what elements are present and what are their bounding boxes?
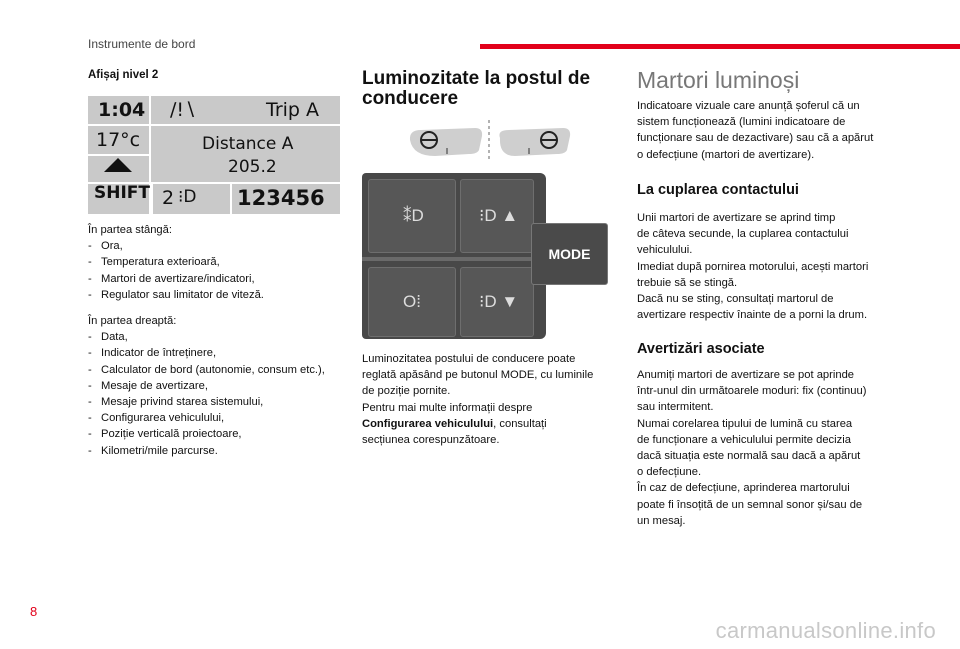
text-line: Numai corelarea tipului de lumină cu starea: [637, 417, 853, 430]
right-part-intro: În partea dreaptă:: [88, 315, 177, 327]
text-line: Imediat după pornirea motorului, acești martori: [637, 260, 869, 273]
lcd-distance-value: 205.2: [228, 157, 277, 177]
warning-icon: ∕!∖: [170, 99, 197, 121]
list-item: - Regulator sau limitator de viteză.: [88, 287, 328, 303]
headlight-down-icon: ⁝D ▼: [479, 292, 519, 311]
text-line: vehiculului.: [637, 244, 693, 257]
left-part-list: [88, 238, 328, 303]
text-line: de câteva secunde, la cuplarea contactului: [637, 228, 849, 241]
brightness-description: [362, 351, 622, 448]
text-line: Unii martori de avertizare se aprind timp: [637, 212, 836, 224]
section-title-warning-lights: Martori luminoși: [637, 67, 800, 93]
header-accent-bar: [480, 44, 960, 49]
lcd-display-illustration: [88, 96, 340, 214]
text-line: o defecțiune (martori de avertizare).: [637, 148, 815, 161]
associated-warnings-text: [637, 367, 907, 529]
subtitle-associated-warnings: Avertizări asociate: [637, 341, 765, 357]
left-part-intro: În partea stângă:: [88, 224, 172, 236]
headlamp-icon: ⁝D: [178, 187, 197, 207]
lcd-trip: Trip A: [266, 99, 320, 121]
list-item: - Mesaje de avertizare,: [88, 378, 328, 394]
text-line: Anumiți martori de avertizare se pot aprinde: [637, 369, 855, 381]
text-line: reglată apăsând pe butonul MODE, cu luminile: [362, 369, 594, 382]
text-line: un mesaj.: [637, 514, 686, 527]
list-item: - Calculator de bord (autonomie, consum etc.),: [88, 362, 328, 378]
text-line: În caz de defecțiune, aprinderea martorului: [637, 482, 850, 495]
text-line: avertizare respectiv înainte de a porni la drum.: [637, 309, 868, 322]
lcd-temperature: 17°c: [96, 129, 141, 151]
page-number: 8: [30, 604, 38, 619]
ignition-text: [637, 210, 907, 323]
lcd-gear: 2: [162, 187, 175, 209]
vehicle-config-reference: Configurarea vehiculului: [362, 417, 494, 430]
header-title: Instrumente de bord: [88, 37, 196, 51]
right-part-list: [88, 329, 328, 459]
text-line: secțiunea corespunzătoare.: [362, 434, 500, 447]
text-line: Indicatoare vizuale care anunță șoferul că un: [637, 100, 860, 112]
text-line: trebuie să se stingă.: [637, 276, 738, 289]
list-item: - Poziție verticală proiectoare,: [88, 426, 328, 442]
text-line: sau intermitent.: [637, 401, 714, 414]
text-line: o defecțiune.: [637, 466, 702, 479]
right-part-block: [88, 313, 328, 459]
rear-fog-light-button[interactable]: [368, 267, 456, 337]
rear-fog-icon: O⁞: [403, 292, 421, 311]
headlight-up-icon: ⁝D ▲: [479, 206, 519, 225]
brightness-up-button[interactable]: [460, 179, 534, 253]
steering-brightness-illustration: [405, 118, 575, 162]
text-line: Pentru mai multe informații despre: [362, 401, 533, 414]
lcd-distance-label: Distance A: [202, 134, 294, 154]
list-item: - Martori de avertizare/indicatori,: [88, 271, 328, 287]
section-title-brightness: [362, 69, 590, 109]
title-line-2: conducere: [362, 88, 459, 109]
text-line: de poziție pornite.: [362, 385, 451, 398]
lcd-shift: SHIFT: [94, 183, 151, 203]
mode-button[interactable]: MODE: [531, 223, 608, 285]
text-fragment: , consultați: [493, 417, 547, 430]
title-line-1: Luminozitate la postul de: [362, 68, 591, 89]
brightness-down-button[interactable]: [460, 267, 534, 337]
text-line: Luminozitatea postului de conducere poate: [362, 353, 576, 365]
list-item: - Mesaje privind starea sistemului,: [88, 394, 328, 410]
list-item: - Ora,: [88, 238, 328, 254]
lighting-control-panel: [362, 173, 546, 339]
text-line: funcționare sau de dezactivare) sau că a apărut: [637, 132, 874, 145]
lcd-odometer: 123456: [237, 186, 325, 210]
left-part-block: [88, 222, 328, 303]
list-item: - Data,: [88, 329, 328, 345]
shift-arrow-icon: [104, 158, 132, 172]
lcd-time: 1:04: [98, 99, 146, 121]
text-line: sistem funcționează (lumini indicatoare de: [637, 116, 846, 129]
text-line: poate fi însoțită de un semnal sonor și/sau de: [637, 498, 863, 511]
section-label-display-level: Afișaj nivel 2: [88, 69, 159, 81]
panel-divider: [362, 257, 532, 261]
warning-lights-intro: [637, 98, 907, 163]
text-line: de funcționare a vehiculului permite decizia: [637, 433, 851, 446]
list-item: - Kilometri/mile parcurse.: [88, 443, 328, 459]
fog-light-icon: ⁑D: [403, 206, 424, 225]
text-line: dacă situația este normală sau dacă a apărut: [637, 450, 861, 463]
text-line: într-unul din următoarele moduri: fix (continuu): [637, 385, 867, 398]
list-item: - Indicator de întreținere,: [88, 345, 328, 361]
watermark: carmanualsonline.info: [715, 618, 936, 643]
list-item: - Temperatura exterioară,: [88, 254, 328, 270]
subtitle-ignition: La cuplarea contactului: [637, 182, 799, 198]
list-item: - Configurarea vehiculului,: [88, 410, 328, 426]
text-line: Dacă nu se sting, consultați martorul de: [637, 293, 834, 306]
front-fog-light-button[interactable]: [368, 179, 456, 253]
text-line: [362, 416, 622, 432]
